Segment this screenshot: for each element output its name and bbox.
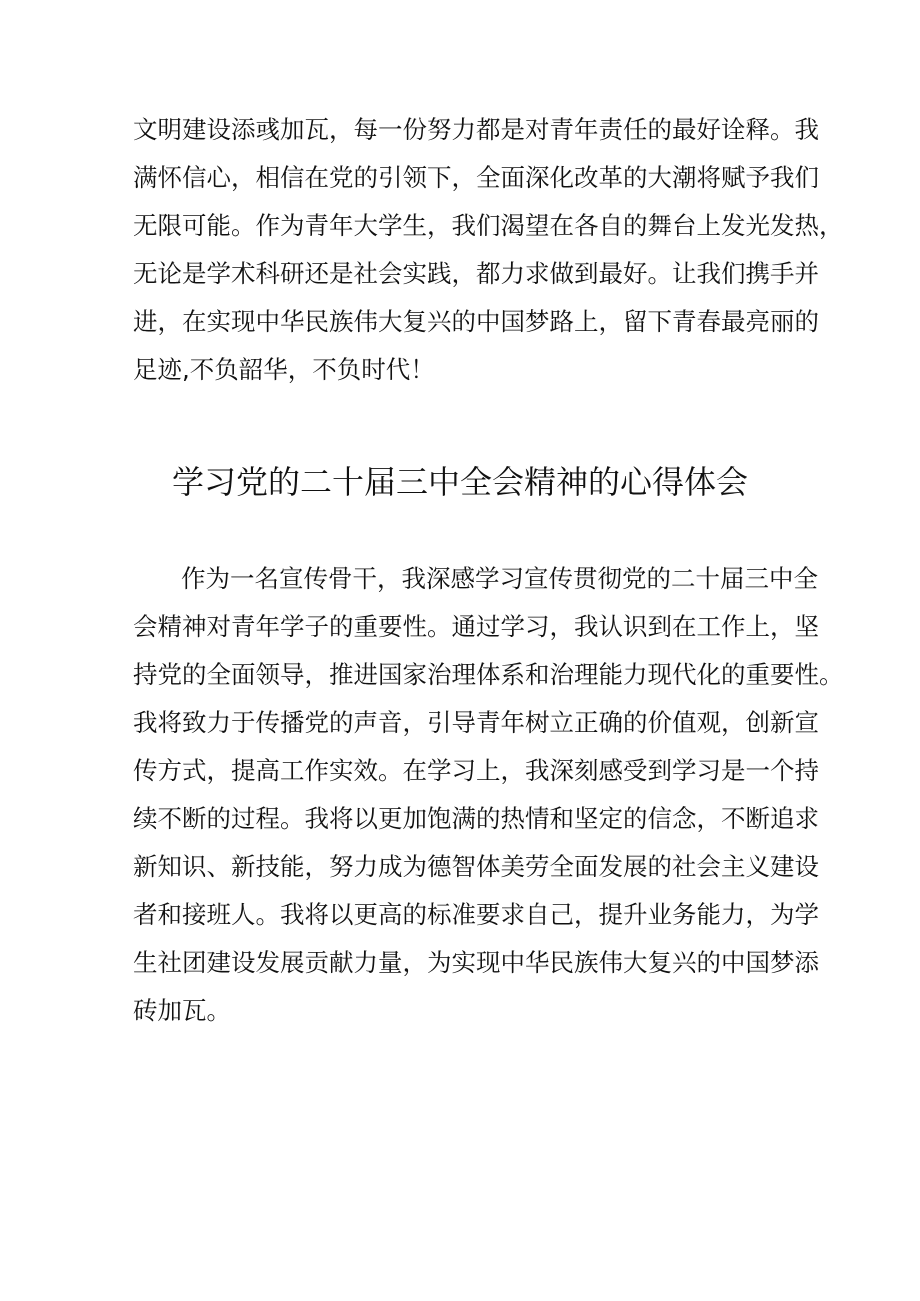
paragraph-line: 生社团建设发展贡献力量，为实现中华民族伟大复兴的中国梦添 [133, 948, 819, 977]
paragraph-line: 作为一名宣传骨干，我深感学习宣传贯彻党的二十届三中全 [181, 564, 818, 593]
paragraph-line: 持党的全面领导，推进国家治理体系和治理能力现代化的重要性。 [133, 660, 844, 689]
paragraph-line: 我将致力于传播党的声音，引导青年树立正确的价值观，创新宣 [133, 708, 819, 737]
paragraph-line: 者和接班人。我将以更高的标准要求自己，提升业务能力，为学 [133, 900, 819, 929]
document-title: 学习党的二十届三中全会精神的心得体会 [171, 463, 748, 501]
paragraph-line: 文明建设添彧加瓦，每一份努力都是对青年责任的最好诠释。我 [133, 115, 819, 144]
paragraph-line: 会精神对青年学子的重要性。通过学习，我认识到在工作上，坚 [133, 612, 819, 641]
paragraph-line: 无限可能。作为青年大学生，我们渴望在各自的舞台上发光发热， [133, 211, 844, 240]
paragraph-line: 传方式，提高工作实效。在学习上，我深刻感受到学习是一个持 [133, 756, 819, 785]
continuation-paragraph [133, 106, 844, 394]
paragraph-line: 满怀信心，相信在党的引领下，全面深化改革的大潮将赋予我们 [133, 163, 819, 192]
paragraph-line: 新知识、新技能，努力成为德智体美劳全面发展的社会主义建设 [133, 852, 819, 881]
paragraph-line: 续不断的过程。我将以更加饱满的热情和坚定的信念，不断追求 [133, 804, 819, 833]
paragraph-line: 无论是学术科研还是社会实践，都力求做到最好。让我们携手并 [133, 259, 819, 288]
paragraph-line: 足迹,不负韶华，不负时代！ [133, 355, 435, 384]
body-paragraph [133, 555, 844, 1035]
paragraph-line: 进，在实现中华民族伟大复兴的中国梦路上，留下青春最亮丽的 [133, 307, 819, 336]
paragraph-line: 砖加瓦。 [133, 996, 231, 1025]
